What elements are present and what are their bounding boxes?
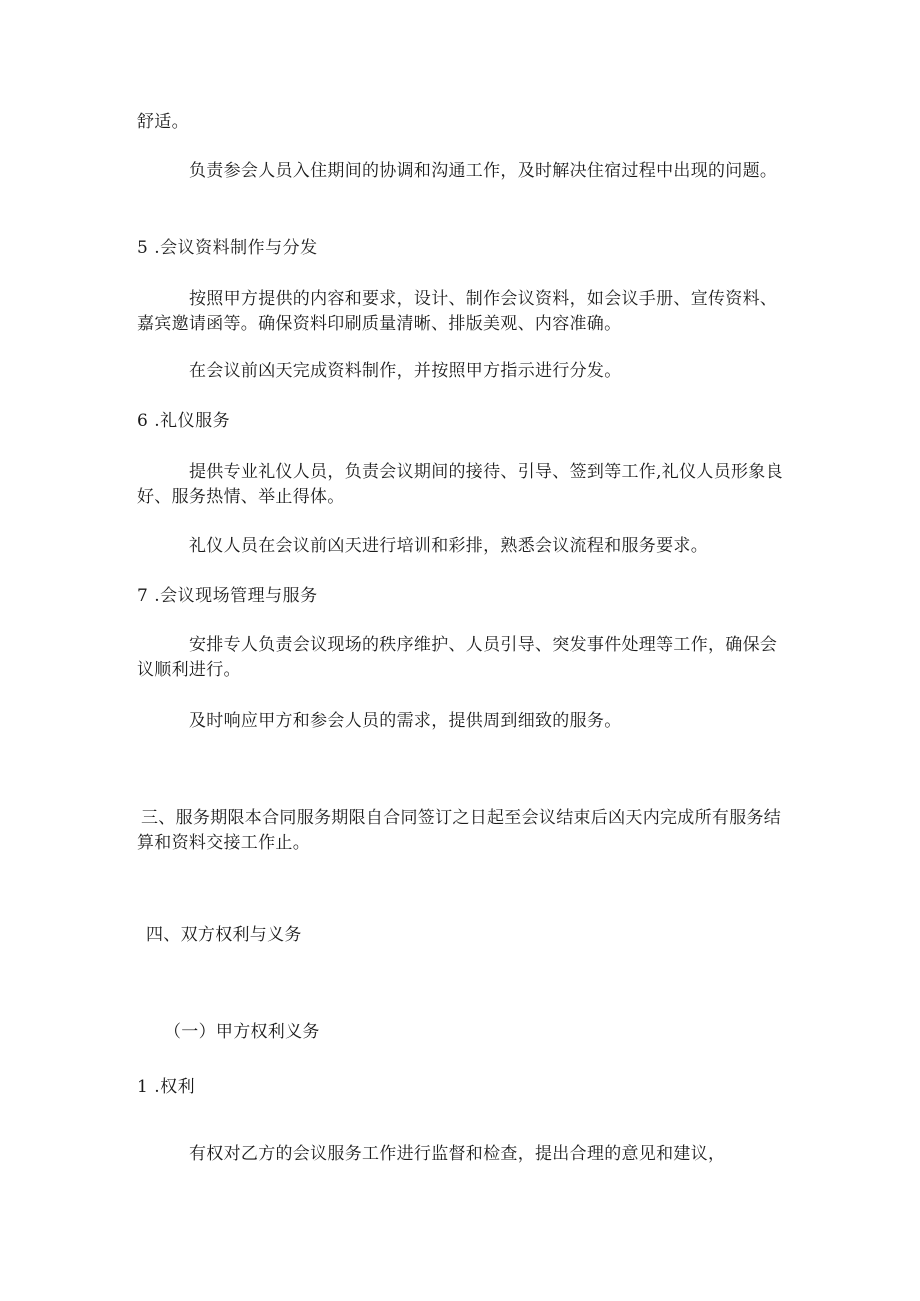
paragraph: 有权对乙方的会议服务工作进行监督和检查，提出合理的意见和建议， [189,1144,726,1164]
paragraph: 安排专人负责会议现场的秩序维护、人员引导、突发事件处理等工作，确保会议顺利进行。 [137,635,778,680]
subsection-heading: （一）甲方权利义务 [164,1022,320,1042]
paragraph: 舒适。 [137,112,189,132]
paragraph: 按照甲方提供的内容和要求，设计、制作会议资料，如会议手册、宣传资料、嘉宾邀请函等。确保资料印刷质量清晰、排版美观、内容准确。 [137,289,778,334]
section-heading-7: 7 .会议现场管理与服务 [137,586,318,606]
paragraph: 负责参会人员入住期间的协调和沟通工作，及时解决住宿过程中出现的问题。 [189,161,778,181]
paragraph: 在会议前凶天完成资料制作，并按照甲方指示进行分发。 [189,361,622,381]
section-heading-6: 6 .礼仪服务 [137,411,231,431]
section-heading-4: 四、双方权利与义务 [146,925,302,945]
section-heading-3: 三、服务期限本合同服务期限自合同签订之日起至会议结束后凶天内完成所有服务结算和资料交接工作止。 [137,808,782,853]
section-heading-5: 5 .会议资料制作与分发 [137,238,318,258]
paragraph: 及时响应甲方和参会人员的需求，提供周到细致的服务。 [189,711,622,731]
paragraph: 礼仪人员在会议前凶天进行培训和彩排，熟悉会议流程和服务要求。 [189,536,708,556]
paragraph: 提供专业礼仪人员，负责会议期间的接待、引导、签到等工作,礼仪人员形象良好、服务热情、举止得体。 [137,462,783,507]
clause-heading-1: 1 .权利 [137,1077,196,1097]
